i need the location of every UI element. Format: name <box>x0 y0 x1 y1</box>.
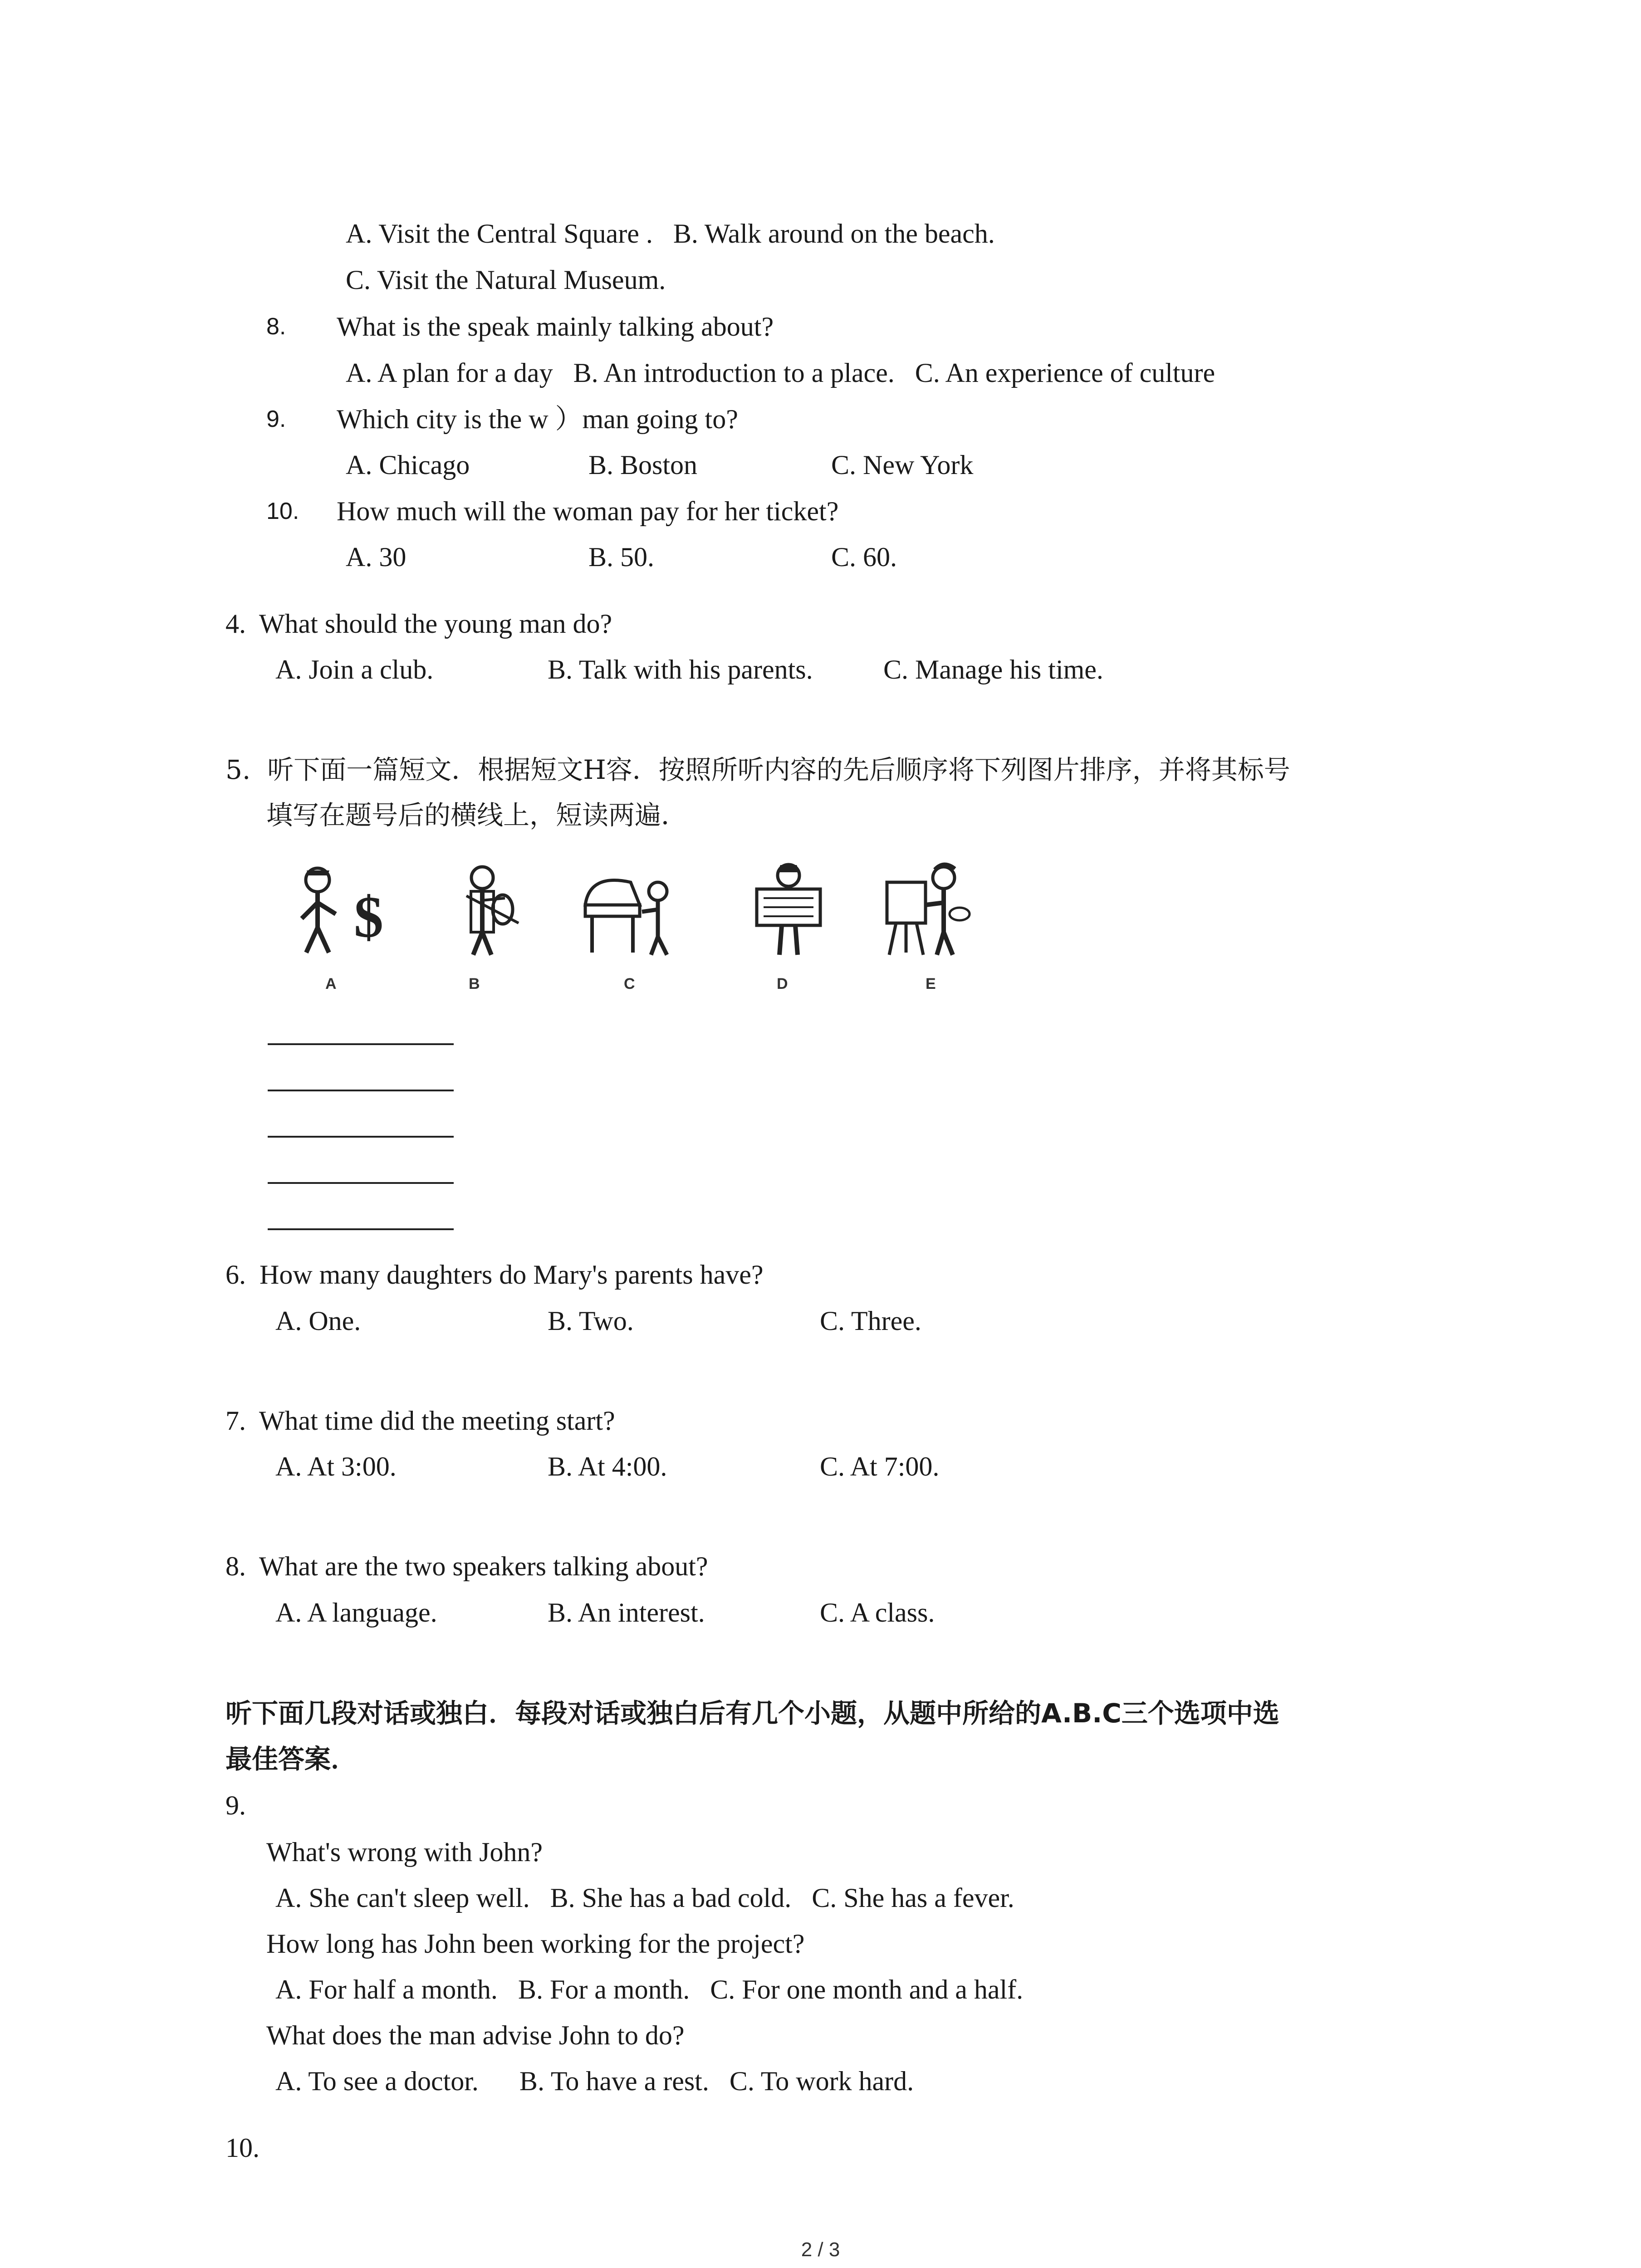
reading-newspaper-icon <box>739 860 843 959</box>
q6-option-a: A. One. <box>275 1306 361 1336</box>
q9-option-c: C. New York <box>831 450 974 480</box>
q9-option-a: A. Chicago <box>346 450 470 480</box>
page-number: 2 / 3 <box>801 2239 840 2261</box>
q9group-sub1-options: A. She can't sleep well. B. She has a bad cold. C. She has a fever. <box>275 1883 1014 1913</box>
q6-question: 6. How many daughters do Mary's parents have? <box>225 1260 764 1290</box>
picture-label-d: D <box>777 975 788 992</box>
answer-blank-4[interactable] <box>268 1182 454 1184</box>
q7-options-line2: C. Visit the Natural Museum. <box>346 265 666 295</box>
q7-option-b: B. At 4:00. <box>548 1452 667 1481</box>
q5-instruction-line1: 5. 听下面一篇短文．根据短文H容．按照所听内容的先后顺序将下列图片排序，并将其标号 <box>225 754 1290 785</box>
q8-options: A. A plan for a day B. An introduction to a place. C. An experience of culture <box>346 358 1215 388</box>
piano-player-icon <box>576 860 681 959</box>
q10-option-a: A. 30 <box>346 542 407 572</box>
q7-option-a: A. At 3:00. <box>275 1452 397 1481</box>
picture-label-c: C <box>624 975 635 992</box>
picture-label-a: A <box>325 975 337 992</box>
q7-option-c: C. At 7:00. <box>820 1452 940 1481</box>
q4-option-b: B. Talk with his parents. <box>548 655 813 684</box>
svg-text:$: $ <box>354 885 383 950</box>
q4-option-c: C. Manage his time. <box>883 655 1103 684</box>
q8b-option-b: B. An interest. <box>548 1598 705 1628</box>
q10-number: 10. <box>266 498 299 524</box>
q9-option-b: B. Boston <box>588 450 698 480</box>
q5-instruction-line2: 填写在题号后的横线上，短读两遍． <box>266 800 688 831</box>
q10-option-b: B. 50. <box>588 542 655 572</box>
picture-label-e: E <box>926 975 936 992</box>
violin-player-icon <box>439 860 544 959</box>
answer-blank-3[interactable] <box>268 1136 454 1138</box>
q10group-number: 10. <box>225 2133 260 2163</box>
answer-blank-2[interactable] <box>268 1090 454 1091</box>
q8b-question: 8. What are the two speakers talking about? <box>225 1551 708 1581</box>
q9group-sub3-options: A. To see a doctor. B. To have a rest. C. To work hard. <box>275 2066 914 2096</box>
q6-option-b: B. Two. <box>548 1306 634 1336</box>
answer-blank-5[interactable] <box>268 1228 454 1230</box>
q9-number: 9. <box>266 406 286 432</box>
q4-option-a: A. Join a club. <box>275 655 434 684</box>
q4-question: 4. What should the young man do? <box>225 609 612 639</box>
q8-number: 8. <box>266 313 286 340</box>
q10-question: How much will the woman pay for her ticket? <box>337 496 839 526</box>
q7-options-line1: A. Visit the Central Square . B. Walk around on the beach. <box>346 219 995 249</box>
q8-question: What is the speak mainly talking about? <box>337 312 774 342</box>
q10-option-c: C. 60. <box>831 542 897 572</box>
q8b-option-a: A. A language. <box>275 1598 437 1628</box>
painter-at-easel-icon <box>878 860 982 959</box>
section-instructions-line1: 听下面几段对话或独白．每段对话或独白后有几个小题，从题中所给的A.B.C三个选项中选 <box>225 1698 1279 1729</box>
q6-option-c: C. Three. <box>820 1306 921 1336</box>
q9-question: Which city is the w ）man going to? <box>337 404 738 434</box>
q9group-sub3-question: What does the man advise John to do? <box>266 2020 685 2050</box>
q9group-number: 9. <box>225 1790 246 1820</box>
answer-blank-1[interactable] <box>268 1043 454 1045</box>
q9group-sub2-options: A. For half a month. B. For a month. C. For one month and a half. <box>275 1975 1024 2004</box>
q9group-sub1-question: What's wrong with John? <box>266 1837 543 1867</box>
q8b-option-c: C. A class. <box>820 1598 935 1628</box>
q7-question: 7. What time did the meeting start? <box>225 1406 615 1436</box>
section-instructions-line2: 最佳答案． <box>225 1744 358 1774</box>
picture-label-b: B <box>469 975 480 992</box>
q9group-sub2-question: How long has John been working for the project? <box>266 1929 805 1959</box>
man-with-dollar-sign-icon <box>286 860 390 959</box>
